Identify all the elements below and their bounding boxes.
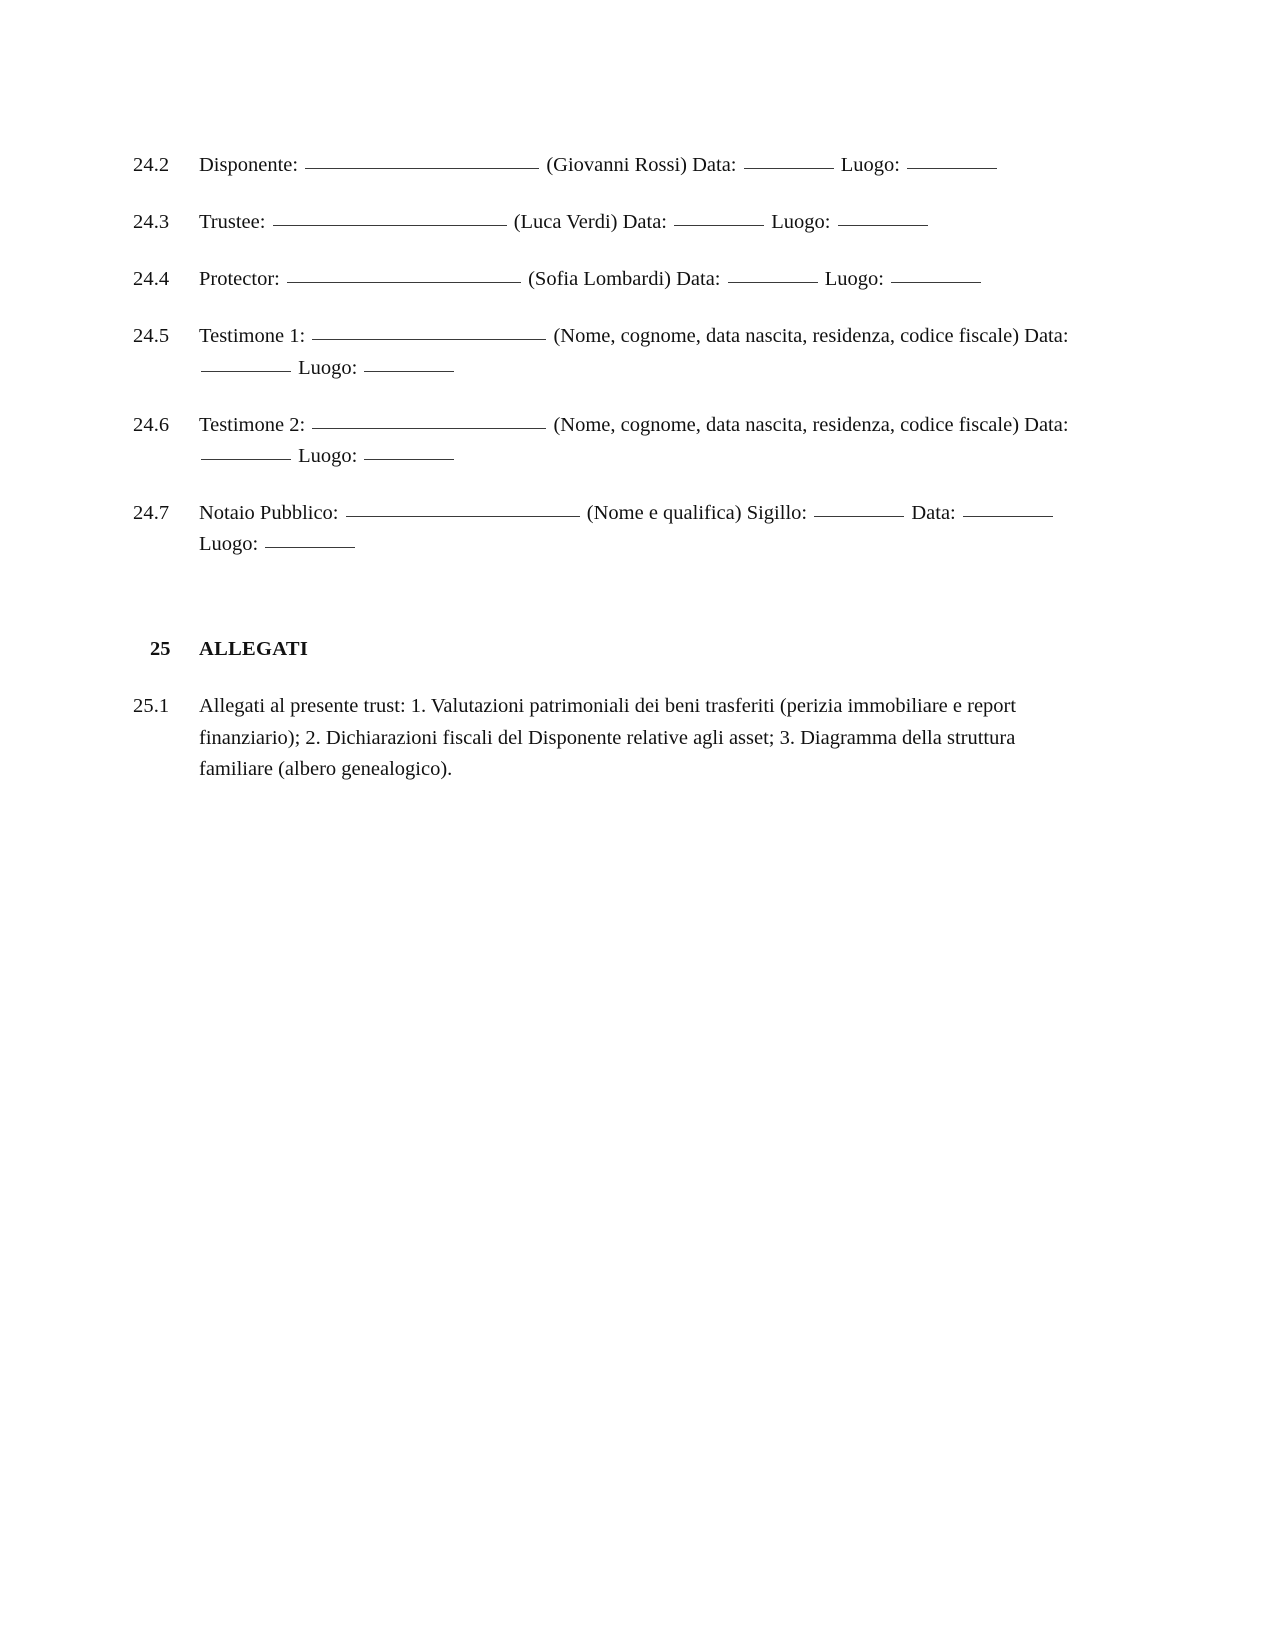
- clause-text: (Luca Verdi) Data:: [513, 211, 668, 234]
- clause-number: 24.2: [133, 154, 170, 176]
- clause-number: 24.5: [133, 325, 170, 348]
- clause-text: (Nome, cognome, data nascita, residenza, codice fiscale) Data:: [553, 413, 1069, 436]
- section-title: ALLEGATI: [199, 638, 309, 661]
- clause-text: Data:: [911, 502, 956, 525]
- clause-text: Testimone 1:: [199, 325, 306, 348]
- fill-in-blank[interactable]: [201, 442, 291, 460]
- fill-in-blank[interactable]: [963, 499, 1053, 517]
- signature-clause-row: [133, 410, 1090, 472]
- clause-text: Luogo:: [298, 444, 358, 467]
- fill-in-blank[interactable]: [287, 266, 521, 284]
- clause-body: [199, 321, 1090, 383]
- fill-in-blank[interactable]: [312, 411, 546, 429]
- section-clause-row: [133, 691, 1090, 784]
- fill-in-blank[interactable]: [364, 442, 454, 460]
- clause-text: Notaio Pubblico:: [199, 502, 339, 525]
- signature-clause-row: [133, 150, 1090, 181]
- fill-in-blank[interactable]: [305, 151, 539, 169]
- fill-in-blank[interactable]: [891, 266, 981, 284]
- clause-paragraph: Allegati al presente trust: 1. Valutazioni patrimoniali dei beni trasferiti (perizia immobiliare e report finanziario); 2. Dichiarazioni fiscali del Disponente relative agli asset; 3. Diagramma della struttura familiare (albero genealogico).: [199, 695, 1017, 780]
- signature-clause-row: [133, 498, 1090, 560]
- clause-body: [199, 410, 1090, 472]
- fill-in-blank[interactable]: [907, 151, 997, 169]
- fill-in-blank[interactable]: [201, 354, 291, 372]
- clause-text: Luogo:: [199, 533, 259, 556]
- clause-text: Protector:: [199, 268, 280, 291]
- signature-clause-row: [133, 207, 1090, 238]
- clause-text: Luogo:: [771, 211, 831, 234]
- clause-body: [199, 150, 1090, 181]
- section-clause-list: [133, 691, 1090, 784]
- clause-text: Testimone 2:: [199, 413, 306, 436]
- fill-in-blank[interactable]: [364, 354, 454, 372]
- clause-body: [199, 264, 1090, 295]
- fill-in-blank[interactable]: [728, 266, 818, 284]
- signature-clause-list: [133, 150, 1090, 560]
- clause-number: 24.6: [133, 413, 170, 436]
- clause-text: Trustee:: [199, 211, 266, 234]
- section-heading-allegati: [133, 638, 1090, 661]
- fill-in-blank[interactable]: [814, 499, 904, 517]
- clause-text: (Nome, cognome, data nascita, residenza, codice fiscale) Data:: [553, 325, 1069, 348]
- clause-number: 25.1: [133, 695, 170, 718]
- clause-number: 24.4: [133, 268, 170, 291]
- fill-in-blank[interactable]: [265, 530, 355, 548]
- clause-text: (Nome e qualifica) Sigillo:: [586, 502, 808, 525]
- clause-number: 24.3: [133, 211, 170, 234]
- clause-body: [199, 207, 1090, 238]
- signature-clause-row: [133, 321, 1090, 383]
- fill-in-blank[interactable]: [674, 208, 764, 226]
- clause-number: 24.7: [133, 502, 170, 525]
- clause-text: (Sofia Lombardi) Data:: [528, 268, 721, 291]
- fill-in-blank[interactable]: [744, 151, 834, 169]
- fill-in-blank[interactable]: [838, 208, 928, 226]
- clause-text: Luogo:: [298, 356, 358, 379]
- clause-text: (Giovanni Rossi) Data:: [546, 154, 737, 176]
- fill-in-blank[interactable]: [273, 208, 507, 226]
- fill-in-blank[interactable]: [312, 323, 546, 341]
- fill-in-blank[interactable]: [346, 499, 580, 517]
- clause-text: Disponente:: [199, 154, 299, 176]
- clause-body: [199, 498, 1090, 560]
- section-number: 25: [150, 638, 171, 661]
- signature-clause-row: [133, 264, 1090, 295]
- clause-text: Luogo:: [840, 154, 900, 176]
- clause-text: Luogo:: [824, 268, 884, 291]
